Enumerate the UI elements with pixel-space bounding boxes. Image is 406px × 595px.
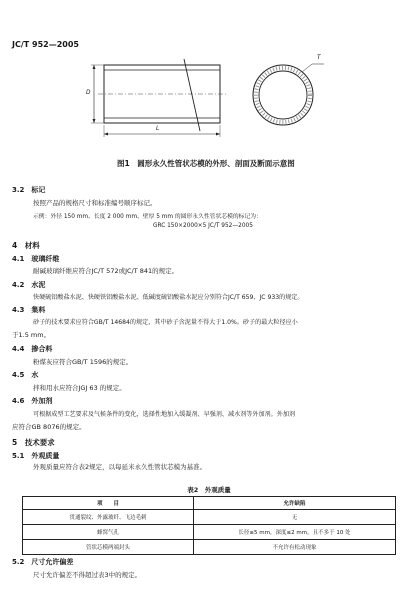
section-5-2-text: 尺寸允许偏差不得超过表3中的规定。 — [33, 571, 142, 579]
section-5-1-heading: 5.1 外观质量 — [12, 452, 60, 460]
section-4-heading: 4 材料 — [12, 241, 40, 250]
figure-1-drawing — [80, 55, 330, 147]
figure-1-caption: 图1 圆形永久性管状芯模的外形、剖面及断面示意图 — [117, 159, 295, 168]
table-cell: 管状芯模两端封头 — [23, 540, 194, 555]
section-4-3-text-line1: 砂子的技术要求应符合GB/T 14684的规定，其中砂子含泥量不得大于1.0%。砂子的最大粒径应小 — [33, 319, 298, 326]
section-4-6-text-line1: 可根据成型工艺要求及气候条件的变化，选择性地加入缓凝剂、早强剂、减水剂等外加剂。外加剂 — [33, 411, 296, 418]
table-cell: 贯通裂纹、外露玻纤、飞边毛刺 — [23, 510, 194, 525]
section-4-4-text: 粉煤灰应符合GB/T 1596的规定。 — [33, 358, 133, 366]
section-5-heading: 5 技术要求 — [12, 438, 55, 447]
table-2-appearance-quality — [22, 485, 396, 555]
section-4-1-text: 耐碱玻璃纤维应符合JC/T 572或JC/T 841的规定。 — [33, 267, 179, 275]
label-d: D — [86, 90, 91, 96]
table-cell: 不允许有松动现象 — [194, 540, 396, 555]
section-4-2-heading: 4.2 水泥 — [12, 281, 46, 289]
section-4-3-text-line2: 于1.5 mm。 — [12, 331, 51, 339]
marking-example: 示例：外径 150 mm、长度 2 000 mm、壁厚 5 mm 的圆形永久性管状芯模的标记为： — [33, 214, 262, 220]
section-4-1-heading: 4.1 玻璃纤维 — [12, 255, 60, 263]
table-cell: 无 — [194, 510, 396, 525]
section-4-5-heading: 4.5 水 — [12, 371, 39, 379]
section-4-6-heading: 4.6 外加剂 — [12, 397, 53, 405]
table-row — [23, 525, 396, 540]
section-5-1-text: 外观质量应符合表2规定，以每延米永久性管状芯模为基准。 — [33, 463, 207, 471]
table-header-row — [23, 497, 396, 510]
section-4-3-heading: 4.3 集料 — [12, 306, 46, 314]
marking-code: GRC 150×2000×5 JC/T 952—2005 — [153, 223, 253, 229]
label-t: T — [317, 55, 321, 61]
table-header-allowed-defect: 允许缺陷 — [194, 497, 396, 510]
section-4-5-text: 拌和用水应符合JGJ 63 的规定。 — [33, 384, 126, 392]
mould-cross-section — [253, 65, 313, 125]
table-header-item: 项 目 — [23, 497, 194, 510]
section-4-6-text-line2: 应符合GB 8076的规定。 — [12, 423, 86, 431]
table-row — [23, 540, 396, 555]
table-cell: 长径≤5 mm，深度≤2 mm，且不多于 10 处 — [194, 525, 396, 540]
table-row — [23, 510, 396, 525]
label-l: L — [156, 126, 160, 132]
section-5-2-heading: 5.2 尺寸允许偏差 — [12, 558, 74, 566]
section-4-2-text: 快硬硫铝酸盐水泥、快硬铁铝酸盐水泥、低碱度硫铝酸盐水泥应分别符合JC/T 659、JC 933的规定。 — [33, 294, 304, 301]
section-3-2-heading: 3.2 标记 — [12, 186, 46, 194]
section-4-4-heading: 4.4 掺合料 — [12, 345, 53, 353]
standard-number-header: JC/T 952—2005 — [12, 40, 79, 49]
section-3-2-text: 按照产品的规格尺寸和标准编号顺序标记。 — [33, 199, 157, 207]
table-cell: 蜂窝气孔 — [23, 525, 194, 540]
table-2-title: 表2 外观质量 — [187, 486, 231, 494]
